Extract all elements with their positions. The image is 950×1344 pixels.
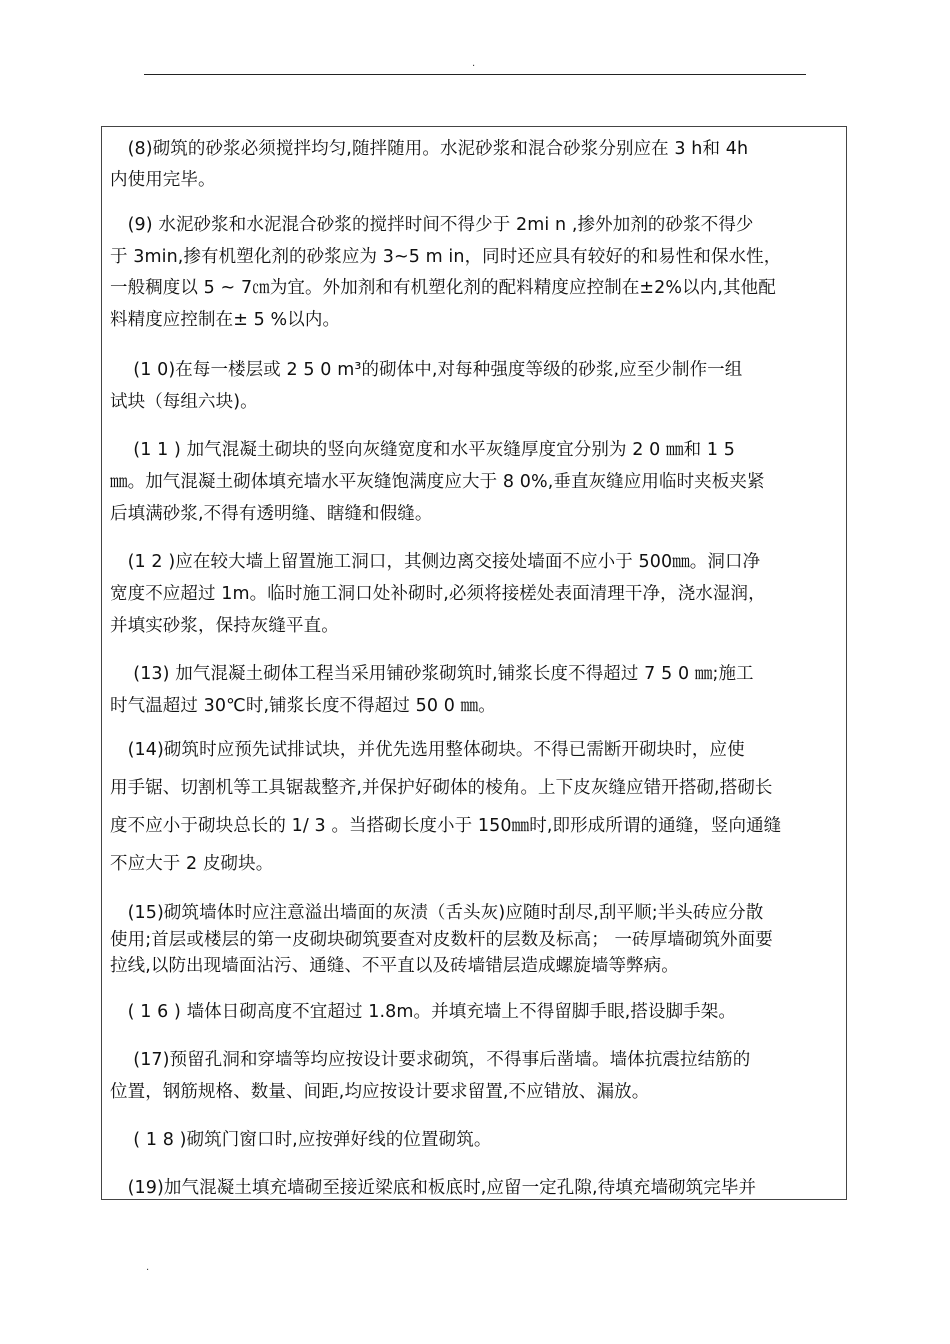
paragraph-line: 位置，钢筋规格、数量、间距,均应按设计要求留置,不应错放、漏放。 (110, 1082, 650, 1102)
paragraph-line: (8)砌筑的砂浆必须搅拌均匀,随拌随用。水泥砂浆和混合砂浆分别应在 3 h和 4h (110, 139, 749, 159)
paragraph-line: (17)预留孔洞和穿墙等均应按设计要求砌筑，不得事后凿墙。墙体抗震拉结筋的 (110, 1050, 751, 1070)
paragraph-line: 使用;首层或楼层的第一皮砌块砌筑要查对皮数杆的层数及标高； 一砖厚墙砌筑外面要 (110, 929, 773, 950)
paragraph-line: 内使用完毕。 (110, 170, 216, 190)
paragraph-line: 用手锯、切割机等工具锯裁整齐,并保护好砌体的棱角。上下皮灰缝应错开搭砌,搭砌长 (110, 778, 773, 798)
paragraph-11 (110, 434, 840, 530)
paragraph-13 (110, 658, 840, 722)
paragraph-line: (14)砌筑时应预先试排试块，并优先选用整体砌块。不得已需断开砌块时，应使 (110, 740, 745, 760)
paragraph-line: ( 1 8 )砌筑门窗口时,应按弹好线的位置砌筑。 (110, 1130, 492, 1150)
paragraph-line: 料精度应控制在± 5 %以内。 (110, 309, 341, 330)
paragraph-line: (15)砌筑墙体时应注意溢出墙面的灰渍（舌头灰)应随时刮尽,刮平顺;半头砖应分散 (110, 903, 764, 923)
paragraph-line: 后填满砂浆,不得有透明缝、瞎缝和假缝。 (110, 504, 433, 524)
paragraph-17 (110, 1044, 840, 1108)
paragraph-line: 于 3min,掺有机塑化剂的砂浆应为 3~5 m in，同时还应具有较好的和易性和保水性， (110, 246, 782, 267)
paragraph-8 (110, 134, 840, 196)
paragraph-line: (13) 加气混凝土砌体工程当采用铺砂浆砌筑时,铺浆长度不得超过 7 5 0 ㎜;施工 (110, 664, 754, 684)
paragraph-line: (19)加气混凝土填充墙砌至接近梁底和板底时,应留一定孔隙,待填充墙砌筑完毕并 (110, 1178, 757, 1198)
paragraph-18 (110, 1124, 840, 1156)
paragraph-line: ㎜。加气混凝土砌体填充墙水平灰缝饱满度应大于 8 0%,垂直灰缝应用临时夹板夹紧 (110, 472, 765, 492)
paragraph-line: ( 1 6 ) 墙体日砌高度不宜超过 1.8m。并填充墙上不得留脚手眼,搭设脚手架。 (110, 1002, 736, 1022)
header-mark: . (472, 58, 476, 69)
paragraph-line: (1 0)在每一楼层或 2 5 0 m³的砌体中,对每种强度等级的砂浆,应至少制作一组 (110, 360, 743, 380)
paragraph-19 (110, 1172, 840, 1204)
paragraph-line: 一般稠度以 5 ~ 7㎝为宜。外加剂和有机塑化剂的配料精度应控制在±2%以内,其他配 (110, 278, 776, 298)
paragraph-12 (110, 546, 840, 642)
paragraph-16 (110, 996, 840, 1028)
paragraph-line: 宽度不应超过 1m。临时施工洞口处补砌时,必须将接槎处表面清理干净，浇水湿润， (110, 584, 766, 604)
paragraph-line: 度不应小于砌块总长的 1/ 3 。当搭砌长度小于 150㎜时,即形成所谓的通缝，竖向通缝 (110, 816, 782, 836)
paragraph-15 (110, 900, 840, 980)
paragraph-10 (110, 354, 840, 418)
paragraph-9 (110, 210, 840, 336)
paragraph-line: (1 1 ) 加气混凝土砌块的竖向灰缝宽度和水平灰缝厚度宜分别为 2 0 ㎜和 1 5 (110, 440, 736, 460)
paragraph-line: 不应大于 2 皮砌块。 (110, 854, 274, 874)
footer-mark: . (146, 1262, 150, 1273)
paragraph-line: 时气温超过 30℃时,铺浆长度不得超过 50 0 ㎜。 (110, 696, 496, 716)
paragraph-line: 试块（每组六块)。 (110, 392, 258, 412)
paragraph-line: (9) 水泥砂浆和水泥混合砂浆的搅拌时间不得少于 2mi n ,掺外加剂的砂浆不得少 (110, 215, 754, 235)
paragraph-line: (1 2 )应在较大墙上留置施工洞口，其侧边离交接处墙面不应小于 500㎜。洞口净 (110, 552, 761, 572)
paragraph-line: 拉线,以防出现墙面沾污、通缝、不平直以及砖墙错层造成螺旋墙等弊病。 (110, 956, 679, 976)
header-rule (144, 74, 806, 75)
paragraph-line: 并填实砂浆，保持灰缝平直。 (110, 616, 339, 636)
paragraph-14 (110, 731, 840, 883)
